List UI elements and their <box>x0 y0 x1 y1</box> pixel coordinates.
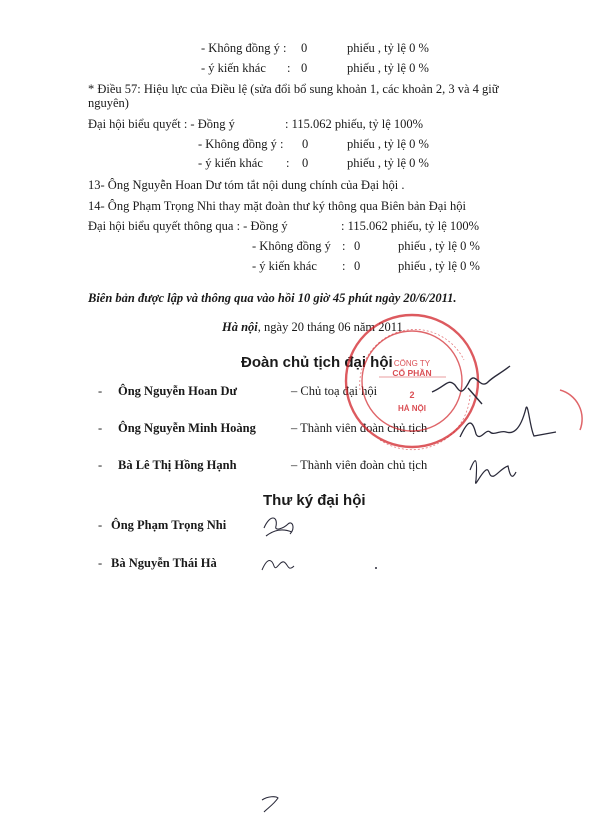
vote1-against-label: - Không đồng ý : <box>201 41 287 55</box>
vote2-other-label: - ý kiến khác <box>198 156 263 170</box>
vote3-intro: Đại hội biểu quyết thông qua : - Đồng ý <box>88 219 288 233</box>
signature-icon <box>470 461 516 483</box>
vote2-agree-value: : 115.062 phiếu, tỷ lệ 100% <box>285 117 424 131</box>
vote3-against-value: 0 <box>354 239 361 253</box>
secretariat-member-name: Bà Nguyễn Thái Hà <box>111 556 217 570</box>
bullet-dash: - <box>98 458 103 472</box>
vote3-other-colon: : <box>342 259 346 273</box>
vote3-other-ratio: phiếu , tỷ lệ 0 % <box>398 259 480 273</box>
presidium-member-name: Ông Nguyễn Hoan Dư <box>118 384 237 398</box>
item-14: 14- Ông Phạm Trọng Nhi thay mặt đoàn thư ký thông qua Biên bản Đại hội <box>88 199 466 213</box>
presidium-title: Đoàn chủ tịch đại hội <box>241 354 393 371</box>
place-name: Hà nội <box>222 320 258 334</box>
signature-icon <box>432 366 510 404</box>
bullet-dash: - <box>98 384 103 398</box>
vote3-against-label: - Không đồng ý <box>252 239 331 253</box>
presidium-member-role: – Thành viên đoàn chủ tịch <box>291 458 428 472</box>
seal-number-text: 2 <box>409 390 415 400</box>
vote2-other-value: 0 <box>302 156 309 170</box>
seal-type-text: CỔ PHẦN <box>392 368 432 378</box>
bullet-dash: - <box>98 556 103 570</box>
item-13: 13- Ông Nguyễn Hoan Dư tóm tắt nội dung chính của Đại hội . <box>88 178 405 192</box>
vote3-agree-value: : 115.062 phiếu, tỷ lệ 100% <box>341 219 480 233</box>
vote2-other-colon: : <box>286 156 290 170</box>
article57-line2: nguyên) <box>88 96 129 110</box>
presidium-member-role: – Chủ toạ đại hội <box>291 384 378 398</box>
seal-city-text: HÀ NỘI <box>398 404 426 413</box>
seal-company-text: CÔNG TY <box>393 359 431 368</box>
presidium-member-name: Bà Lê Thị Hồng Hạnh <box>118 458 237 472</box>
signature-icon <box>264 518 293 536</box>
vote2-against-value: 0 <box>302 137 309 151</box>
date-text: , ngày 20 tháng 06 năm 2011 <box>257 320 403 334</box>
article57-line1: * Điều 57: Hiệu lực của Điều lệ (sửa đổi bổ sung khoản 1, các khoản 2, 3 và 4 giữ <box>88 82 499 96</box>
presidium-member-role: – Thành viên đoàn chủ tịch <box>291 421 428 435</box>
vote1-other-label: - ý kiến khác <box>201 61 266 75</box>
vote1-other-ratio: phiếu , tỷ lệ 0 % <box>347 61 429 75</box>
vote2-other-ratio: phiếu , tỷ lệ 0 % <box>347 156 429 170</box>
vote1-other-value: 0 <box>301 61 308 75</box>
closing-note: Biên bản được lập và thông qua vào hồi 10 giờ 45 phút ngày 20/6/2011. <box>88 291 457 305</box>
vote1-against-ratio: phiếu , tỷ lệ 0 % <box>347 41 429 55</box>
signature-icon <box>262 561 294 571</box>
vote3-against-ratio: phiếu , tỷ lệ 0 % <box>398 239 480 253</box>
secretariat-member-name: Ông Phạm Trọng Nhi <box>111 518 227 532</box>
bullet-dash: - <box>98 421 103 435</box>
vote3-against-colon: : <box>342 239 346 253</box>
vote2-against-ratio: phiếu , tỷ lệ 0 % <box>347 137 429 151</box>
secretariat-title: Thư ký đại hội <box>263 492 366 509</box>
vote2-against-label: - Không đồng ý : <box>198 137 284 151</box>
vote2-intro: Đại hội biểu quyết : - Đồng ý <box>88 117 235 131</box>
bullet-dash: - <box>98 518 103 532</box>
vote3-other-label: - ý kiến khác <box>252 259 317 273</box>
vote3-other-value: 0 <box>354 259 361 273</box>
vote1-against-value: 0 <box>301 41 308 55</box>
signature-icon <box>460 407 556 437</box>
presidium-member-name: Ông Nguyễn Minh Hoàng <box>118 421 256 435</box>
vote1-other-colon: : <box>287 61 291 75</box>
